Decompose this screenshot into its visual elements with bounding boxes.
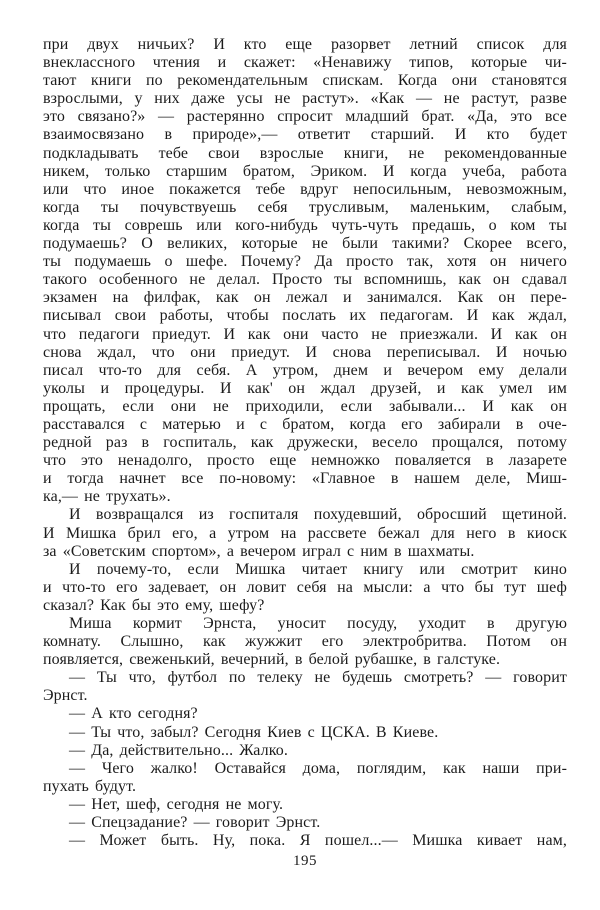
text-line: когда ты почувствуешь себя трусливым, маленьким, слабым, [43, 198, 567, 216]
text-line: это связано?» — растерянно спросит младший брат. «Да, это все [43, 108, 567, 126]
text-line: расставался с матерью и с братом, когда его забирали в оче- [43, 415, 567, 433]
text-line: появляется, свеженький, вечерний, в белой рубашке, в галстуке. [43, 651, 501, 669]
text-line: И возвращался из госпиталя похудевший, обросший щетиной. [69, 506, 567, 524]
text-line: экзамен на филфак, как он лежал и занимался. Как он пере- [43, 289, 567, 307]
text-line: и что-то его задевает, он ловит себя на мысли: а что бы тут шеф [43, 578, 567, 596]
text-line: снова ждал, что они приедут. И снова переписывал. И ночью [43, 343, 567, 361]
text-line: Миша кормит Эрнста, уносит посуду, уходит в другую [69, 615, 567, 632]
text-line: что это ненадолго, просто еще немножко поваляется в лазарете [43, 452, 567, 470]
text-line: Эрнст. [43, 687, 88, 705]
text-line: взаимосвязано в природе»,— ответит старший. И кто будет [43, 126, 567, 144]
text-line: подкладывать тебе свои взрослые книги, не рекомендованные [43, 144, 567, 162]
text-line: прощать, если они не приходили, если забывали... И как он [43, 397, 567, 415]
text-line: при двух ничьих? И кто еще разорвет летний список для [43, 36, 567, 53]
text-line: ка,— не трухать». [43, 488, 171, 506]
text-line: — Может быть. Ну, пока. Я пошел...— Мишка кивает нам, [69, 832, 567, 850]
page-text-block [43, 36, 567, 850]
text-line: И Мишка брил его, а утром на рассвете бежал для него в киоск [43, 524, 567, 542]
text-line: — Ты что, забыл? Сегодня Киев с ЦСКА. В Киеве. [69, 723, 439, 741]
text-line: писал что-то для себя. А утром, днем и вечером ему делали [43, 361, 567, 379]
text-line: — Ты что, футбол по телеку не будешь смотреть? — говорит [69, 669, 567, 687]
text-line: взрослыми, у них даже усы не растут». «Как — не растут, разве [43, 90, 567, 108]
text-line: редной раз в госпиталь, как дружески, весело прощался, потому [43, 434, 567, 452]
text-line: такого особенного не делал. Просто ты вспомнишь, как он сдавал [43, 271, 567, 289]
text-line: за «Советским спортом», а вечером играл с ним в шахматы. [43, 542, 475, 560]
text-line: — Нет, шеф, сегодня не могу. [69, 795, 284, 813]
text-line: ты подумаешь о шефе. Почему? Да просто так, хотя он ничего [43, 253, 567, 271]
text-line: — А кто сегодня? [69, 705, 198, 723]
text-line: уколы и процедуры. И как' он ждал друзей, и как умел им [43, 379, 567, 397]
text-line: сказал? Как бы это ему, шефу? [43, 596, 265, 614]
text-line: писывал свои работы, чтобы послать их педагогам. И как ждал, [43, 307, 567, 325]
text-line: и тогда начнет все по-новому: «Главное в нашем деле, Миш- [43, 470, 567, 488]
text-line: внеклассного чтения и скажет: «Ненавижу типов, которые чи- [43, 54, 567, 72]
text-line: И почему-то, если Мишка читает книгу или смотрит кино [69, 560, 567, 578]
text-line: или что иное покажется тебе вдруг непосильным, невозможным, [43, 180, 567, 198]
text-line: — Да, действительно... Жалко. [69, 741, 288, 759]
text-line: — Спецзадание? — говорит Эрнст. [69, 814, 321, 832]
text-line: когда ты соврешь или кого-нибудь чуть-чуть предашь, о ком ты [43, 216, 567, 234]
text-line: пухать будут. [43, 777, 137, 795]
text-line: что педагоги приедут. И как они часто не приезжали. И как он [43, 325, 567, 343]
text-line: тают книги по рекомендательным спискам. Когда они становятся [43, 72, 567, 90]
text-line: подумаешь? О великих, которые не были такими? Скорее всего, [43, 235, 567, 253]
text-line: — Чего жалко! Оставайся дома, поглядим, как наши при- [69, 759, 567, 777]
text-line: комнату. Слышно, как жужжит его электробритва. Потом он [43, 633, 567, 651]
page-number: 195 [293, 853, 317, 869]
text-line: никем, только старшим братом, Эриком. И когда учеба, работа [43, 162, 567, 180]
